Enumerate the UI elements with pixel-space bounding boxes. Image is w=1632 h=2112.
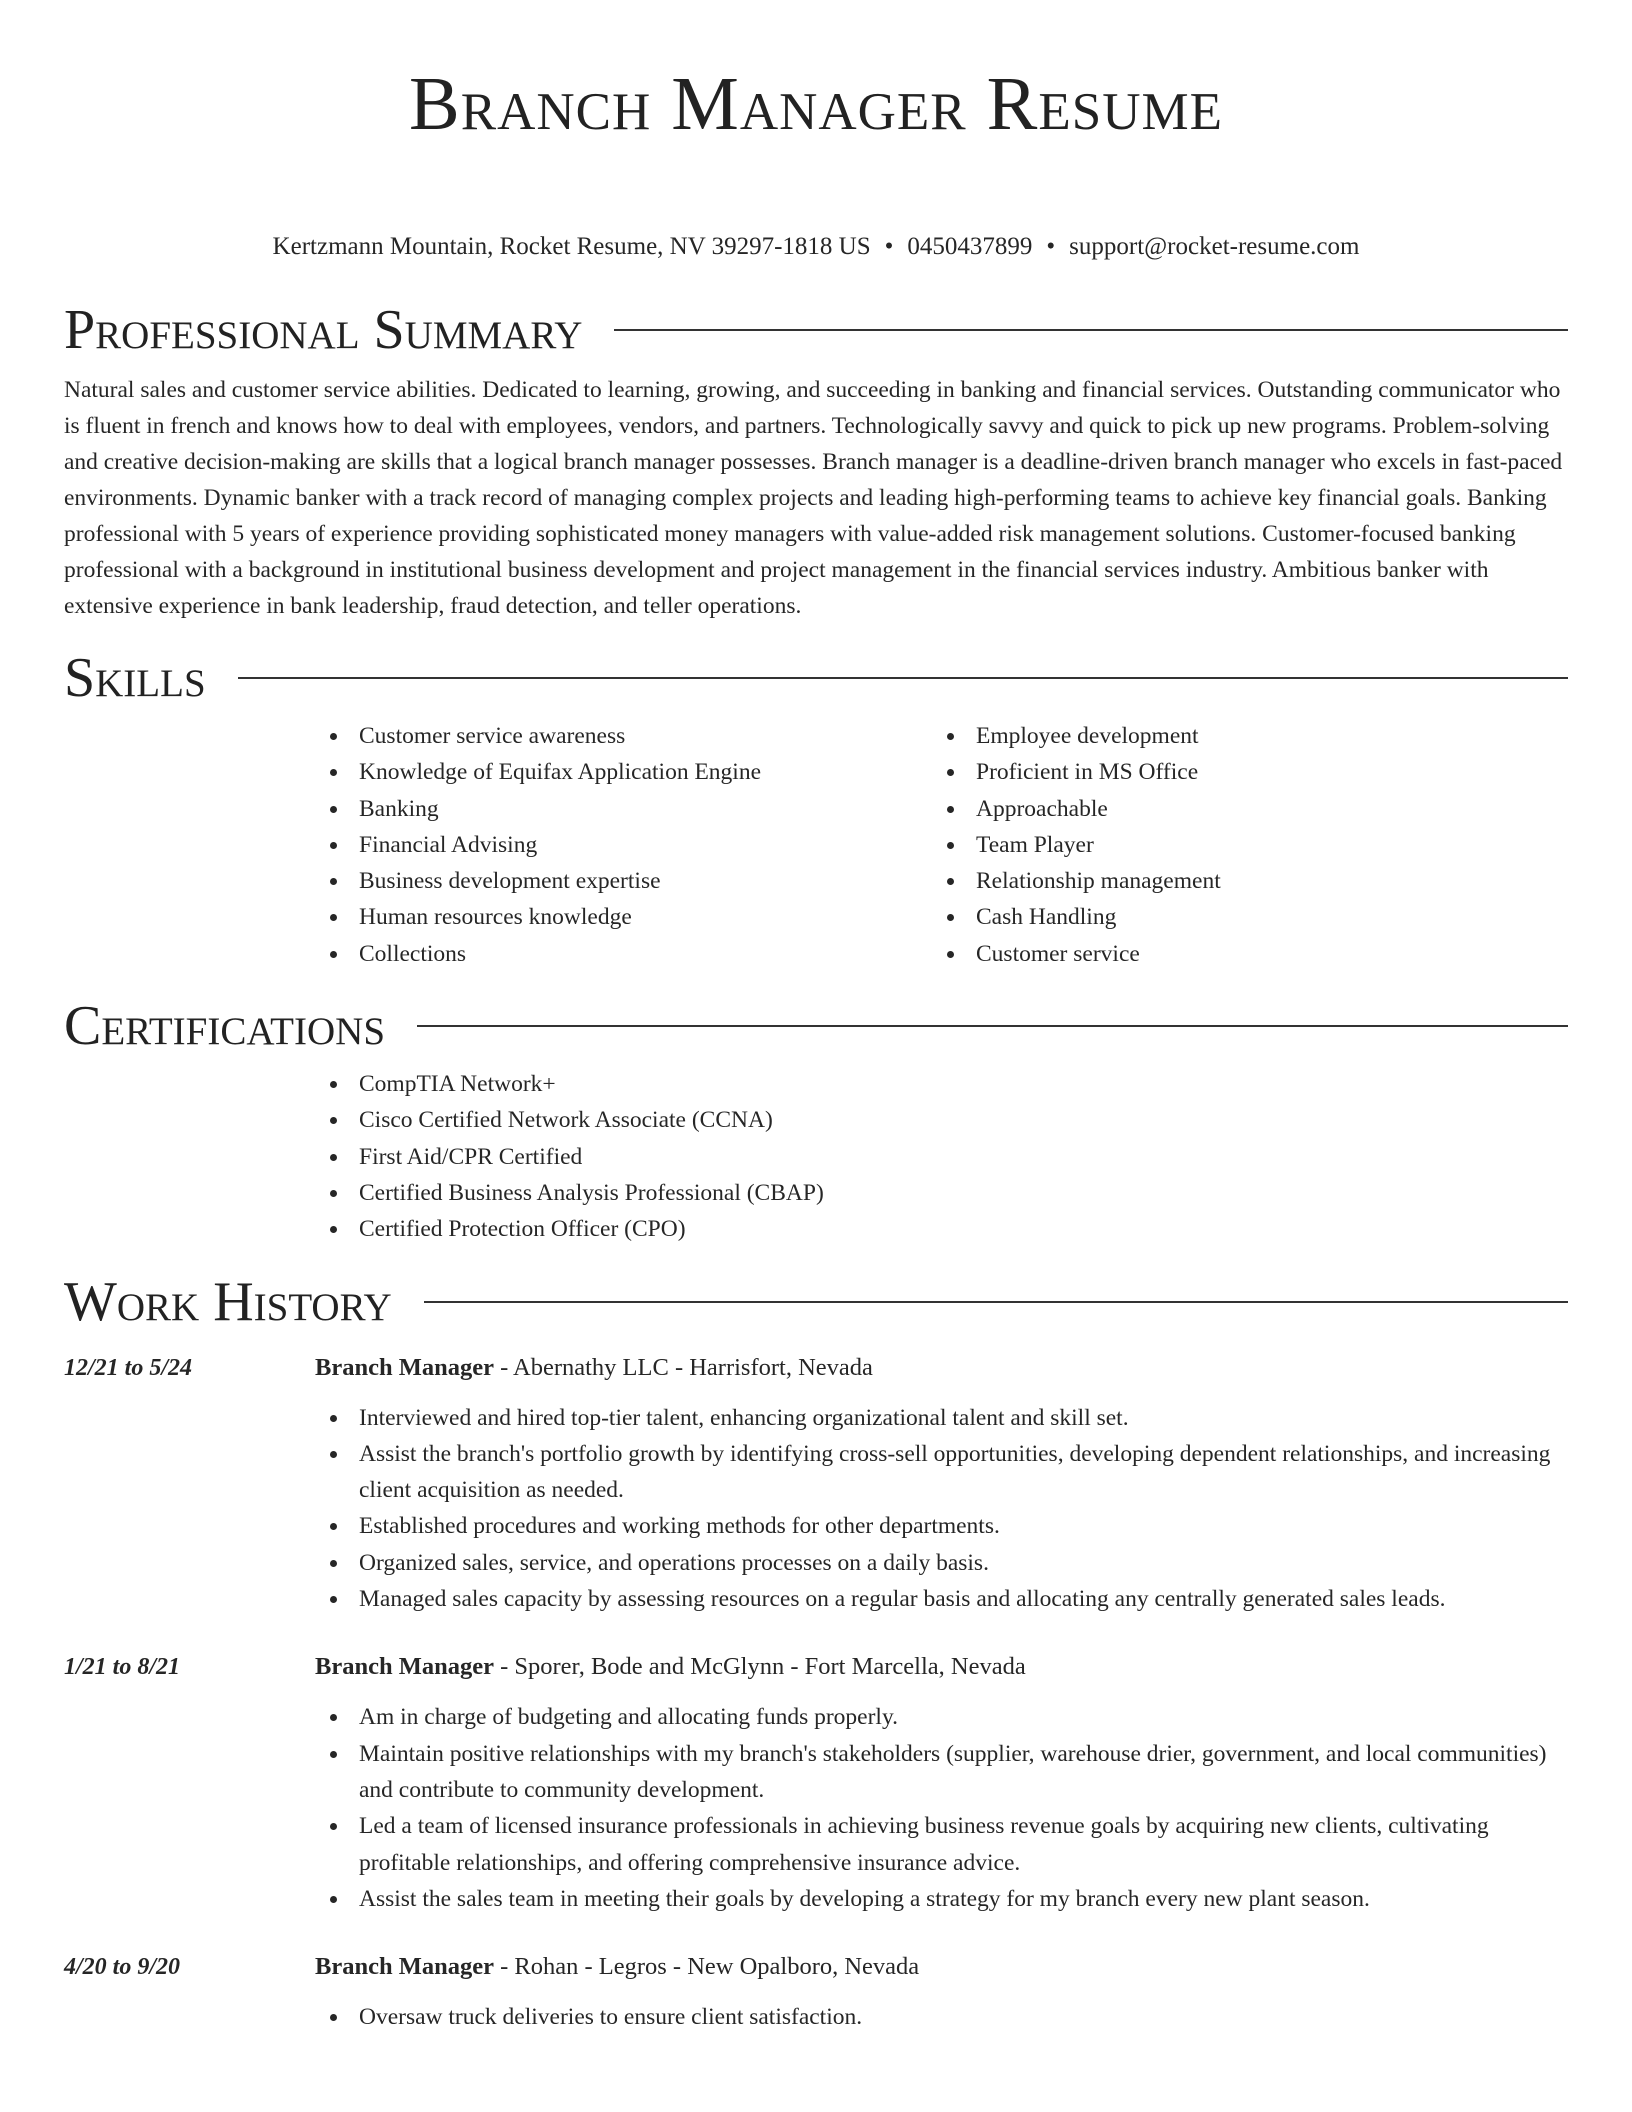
job-entry bbox=[64, 1949, 1568, 2035]
job-dates: 1/21 to 8/21 bbox=[64, 1654, 181, 1681]
skill-item: Customer service awareness bbox=[315, 718, 932, 754]
certification-item: Certified Protection Officer (CPO) bbox=[315, 1211, 1568, 1247]
certification-item: CompTIA Network+ bbox=[315, 1066, 1568, 1102]
job-header bbox=[64, 1649, 1568, 1685]
job-title-line bbox=[315, 1949, 919, 1985]
certification-item: Certified Business Analysis Professional (CBAP) bbox=[315, 1175, 1568, 1211]
job-duties bbox=[315, 1400, 1568, 1618]
skills-heading: Skills bbox=[64, 647, 206, 709]
summary-text: Natural sales and customer service abilities. Dedicated to learning, growing, and succeeding in banking and financial services. Outstanding communicator who is fluent in french and knows how to deal with employees, vendors, and partners. Technologically savvy and quick to pick up new programs. Problem-solving and creative decision-making are skills that a logical branch manager possesses. Branch manager is a deadline-driven branch manager who excels in fast-paced environments. Dynamic banker with a track record of managing complex projects and leading high-performing teams to achieve key financial goals. Banking professional with 5 years of experience providing sophisticated money managers with value-added risk management solutions. Customer-focused banking professional with a background in institutional business development and project management in the financial services industry. Ambitious banker with extensive experience in bank leadership, fraud detection, and teller operations. bbox=[64, 377, 1563, 619]
job-title-line bbox=[315, 1649, 1026, 1685]
skill-item: Approachable bbox=[932, 791, 1549, 827]
skill-item: Team Player bbox=[932, 827, 1549, 863]
skill-item: Banking bbox=[315, 791, 932, 827]
section-divider bbox=[424, 1301, 1568, 1303]
job-header bbox=[64, 1949, 1568, 1985]
job-duty: Maintain positive relationships with my branch's stakeholders (supplier, warehouse drier, government, and local communities) and contribute to community development. bbox=[315, 1736, 1568, 1809]
job-duty: Interviewed and hired top-tier talent, enhancing organizational talent and skill set. bbox=[315, 1400, 1568, 1436]
section-divider bbox=[238, 677, 1568, 679]
job-employer: - Sporer, Bode and McGlynn - Fort Marcella, Nevada bbox=[493, 1653, 1026, 1681]
certification-item: First Aid/CPR Certified bbox=[315, 1139, 1568, 1175]
skill-item: Proficient in MS Office bbox=[932, 754, 1549, 790]
skill-item: Human resources knowledge bbox=[315, 899, 932, 935]
job-employer: - Abernathy LLC - Harrisfort, Nevada bbox=[493, 1353, 873, 1381]
job-duties bbox=[315, 1699, 1568, 1917]
skills-list bbox=[315, 718, 1568, 972]
job-title: Branch Manager bbox=[315, 1353, 494, 1381]
resume-title: Branch Manager Resume bbox=[409, 62, 1223, 146]
job-duty: Assist the branch's portfolio growth by identifying cross-sell opportunities, developing dependent relationships, and increasing client acquisition as needed. bbox=[315, 1436, 1568, 1509]
certifications-list bbox=[315, 1066, 1568, 1247]
skill-item: Collections bbox=[315, 936, 932, 972]
job-entry bbox=[64, 1649, 1568, 1917]
job-title: Branch Manager bbox=[315, 1953, 494, 1981]
job-duty: Assist the sales team in meeting their goals by developing a strategy for my branch every new plant season. bbox=[315, 1881, 1568, 1917]
job-dates: 4/20 to 9/20 bbox=[64, 1954, 181, 1981]
contact-separator: • bbox=[1046, 233, 1056, 260]
job-title: Branch Manager bbox=[315, 1653, 494, 1681]
job-duties bbox=[315, 1999, 1568, 2035]
certifications-section-header bbox=[64, 992, 1568, 1060]
skill-item: Financial Advising bbox=[315, 827, 932, 863]
section-divider bbox=[417, 1025, 1568, 1027]
contact-email: support@rocket-resume.com bbox=[1069, 233, 1360, 260]
skill-item: Knowledge of Equifax Application Engine bbox=[315, 754, 932, 790]
job-duty: Oversaw truck deliveries to ensure client satisfaction. bbox=[315, 1999, 1568, 2035]
job-duty: Led a team of licensed insurance professionals in achieving business revenue goals by acquiring new clients, cultivating profitable relationships, and offering comprehensive insurance advice. bbox=[315, 1808, 1568, 1881]
job-duty: Managed sales capacity by assessing resources on a regular basis and allocating any centrally generated sales leads. bbox=[315, 1581, 1568, 1617]
job-employer: - Rohan - Legros - New Opalboro, Nevada bbox=[493, 1953, 920, 1981]
job-duty: Organized sales, service, and operations processes on a daily basis. bbox=[315, 1545, 1568, 1581]
work-history-heading: Work History bbox=[64, 1270, 392, 1333]
work-history-section-header bbox=[64, 1268, 1568, 1336]
skills-column-left bbox=[315, 718, 932, 972]
skill-item: Customer service bbox=[932, 936, 1549, 972]
skill-item: Business development expertise bbox=[315, 863, 932, 899]
skill-item: Employee development bbox=[932, 718, 1549, 754]
job-duty: Established procedures and working methods for other departments. bbox=[315, 1508, 1568, 1544]
section-divider bbox=[614, 329, 1568, 331]
summary-section-header bbox=[64, 296, 1568, 364]
certification-item: Cisco Certified Network Associate (CCNA) bbox=[315, 1102, 1568, 1138]
certifications-heading: Certifications bbox=[64, 995, 386, 1058]
contact-separator: • bbox=[884, 233, 894, 260]
contact-line bbox=[64, 230, 1568, 264]
summary-heading: Professional Summary bbox=[64, 299, 583, 361]
job-dates: 12/21 to 5/24 bbox=[64, 1354, 193, 1381]
skills-section-header bbox=[64, 644, 1568, 712]
skill-item: Cash Handling bbox=[932, 899, 1549, 935]
job-header bbox=[64, 1350, 1568, 1386]
skill-item: Relationship management bbox=[932, 863, 1549, 899]
job-duty: Am in charge of budgeting and allocating funds properly. bbox=[315, 1699, 1568, 1735]
job-entry bbox=[64, 1350, 1568, 1618]
contact-phone: 0450437899 bbox=[907, 233, 1033, 260]
skills-column-right bbox=[932, 718, 1549, 972]
contact-address: Kertzmann Mountain, Rocket Resume, NV 39297-1818 US bbox=[272, 233, 871, 260]
job-title-line bbox=[315, 1350, 873, 1386]
